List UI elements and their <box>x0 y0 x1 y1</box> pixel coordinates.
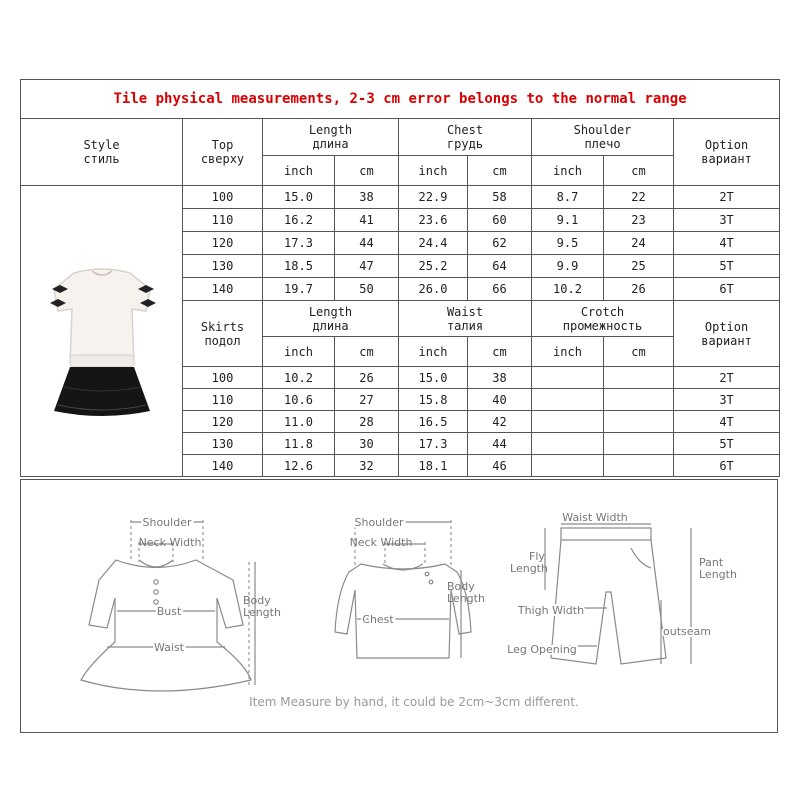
unit-cell: inch <box>263 337 335 367</box>
skirt-waist-header: Waist талия <box>399 301 532 337</box>
measurement-guide <box>20 479 778 733</box>
table-row: 130 18.5 47 25.2 64 9.9 25 5T <box>21 255 780 278</box>
shirt-chest-label: Chest <box>362 613 394 626</box>
girl-outfit-image <box>22 215 182 445</box>
top-header: Top сверху <box>183 119 263 186</box>
pants-pant-label: Pant <box>699 556 724 569</box>
table-row: 120 17.3 44 24.4 62 9.5 24 4T <box>21 232 780 255</box>
pants-fly-label: Fly <box>529 550 545 563</box>
unit-cell: inch <box>399 337 468 367</box>
pants-waist-label: Waist Width <box>562 511 628 524</box>
table-row: 110 16.2 41 23.6 60 9.1 23 3T <box>21 209 780 232</box>
style-header: Style стиль <box>21 119 183 186</box>
table-row: 100 15.0 38 22.9 58 8.7 22 2T <box>21 186 780 209</box>
table-row: 120 11.0 28 16.5 42 4T <box>21 411 780 433</box>
top-chest-header: Chest грудь <box>399 119 532 156</box>
table-row: 100 10.2 26 15.0 38 2T <box>21 367 780 389</box>
shirt-length-label: Length <box>447 592 485 605</box>
unit-cell: cm <box>604 337 674 367</box>
top-shoulder-header: Shoulder плечо <box>532 119 674 156</box>
unit-cell: cm <box>468 337 532 367</box>
pants-thigh-label: Thigh Width <box>517 604 585 617</box>
measure-note: Item Measure by hand, it could be 2cm~3cm different. <box>249 695 579 709</box>
dress-bust-label: Bust <box>156 605 182 618</box>
top-length-header: Length длина <box>263 119 399 156</box>
shirt-body-label: Body <box>447 580 475 593</box>
table-row: 140 19.7 50 26.0 66 10.2 26 6T <box>21 278 780 301</box>
unit-cell: inch <box>399 156 468 186</box>
skirt-option-header: Option вариант <box>674 301 780 367</box>
dress-body-label: Body <box>243 594 271 607</box>
pants-outseam-label: outseam <box>663 625 711 638</box>
unit-cell: cm <box>604 156 674 186</box>
table-row: 140 12.6 32 18.1 46 6T <box>21 455 780 477</box>
dress-shoulder-label: Shoulder <box>142 516 192 529</box>
shirt-sketch <box>335 564 471 658</box>
size-chart-table <box>20 79 780 477</box>
measurement-diagram <box>21 480 777 732</box>
pants-fly-length-label: Length <box>510 562 548 575</box>
dress-waist-label: Waist <box>153 641 185 654</box>
dress-neck-label: Neck Width <box>138 536 202 549</box>
skirt-length-header: Length длина <box>263 301 399 337</box>
unit-cell: inch <box>532 337 604 367</box>
chart-title: Tile physical measurements, 2-3 cm error belongs to the normal range <box>21 80 780 119</box>
table-row: 110 10.6 27 15.8 40 3T <box>21 389 780 411</box>
shirt-neck-label: Neck Width <box>349 536 413 549</box>
unit-cell: inch <box>263 156 335 186</box>
product-image <box>21 186 183 477</box>
unit-cell: cm <box>335 337 399 367</box>
dress-length-label: Length <box>243 606 281 619</box>
dress-sketch <box>81 560 251 691</box>
table-row: 130 11.8 30 17.3 44 5T <box>21 433 780 455</box>
unit-cell: cm <box>335 156 399 186</box>
pants-pant-length-label: Length <box>699 568 737 581</box>
shirt-shoulder-label: Shoulder <box>354 516 404 529</box>
skirt-crotch-header: Crotch промежность <box>532 301 674 337</box>
unit-cell: inch <box>532 156 604 186</box>
unit-cell: cm <box>468 156 532 186</box>
pants-leg-opening-label: Leg Opening <box>507 643 577 656</box>
top-option-header: Option вариант <box>674 119 780 186</box>
skirts-header: Skirts подол <box>183 301 263 367</box>
